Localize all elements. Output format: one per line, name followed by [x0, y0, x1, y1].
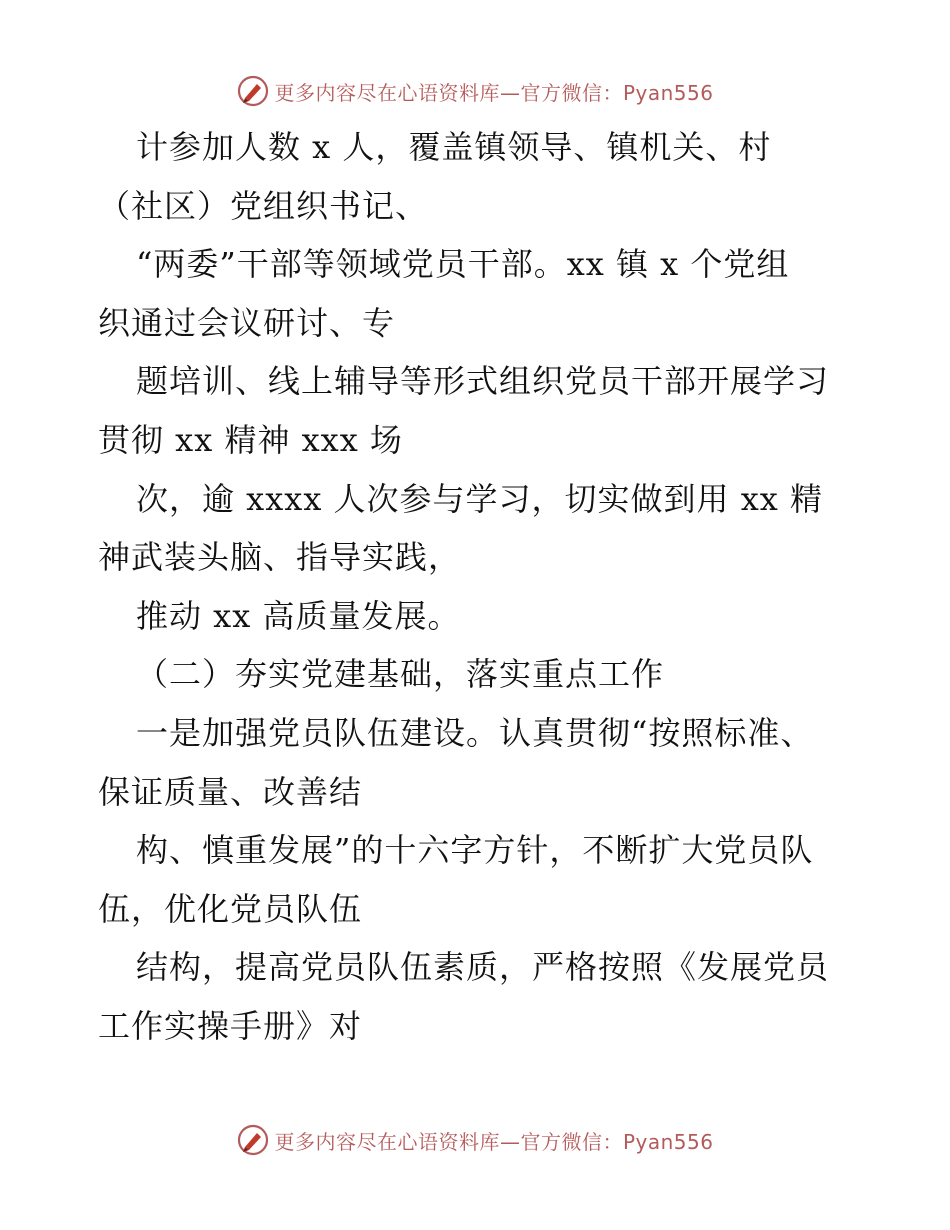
body-line: 结构，提高党员队伍素质，严格按照《发展党员 — [136, 948, 830, 987]
body-line: 推动 xx 高质量发展。 — [136, 596, 461, 635]
footer-banner — [0, 1120, 950, 1160]
body-line: 神武装头脑、指导实践， — [98, 538, 462, 577]
document-body — [98, 118, 858, 1056]
body-line: （社区）党组织书记、 — [98, 186, 429, 225]
body-line: 题培训、线上辅导等形式组织党员干部开展学习 — [136, 362, 830, 401]
body-line: 构、慎重发展”的十六字方针，不断扩大党员队 — [136, 831, 814, 870]
body-line: 贯彻 xx 精神 xxx 场 — [98, 420, 403, 459]
section-heading: （二）夯实党建基础，落实重点工作 — [136, 655, 665, 694]
body-line: 保证质量、改善结 — [98, 772, 363, 811]
pen-circle-logo-icon — [236, 1123, 270, 1157]
body-line: 织通过会议研讨、专 — [98, 303, 396, 342]
body-line: 次，逾 xxxx 人次参与学习，切实做到用 xx 精 — [136, 479, 823, 518]
header-banner — [0, 71, 950, 111]
body-line: 一是加强党员队伍建设。认真贯彻“按照标准、 — [136, 713, 814, 752]
header-banner-text: 更多内容尽在心语资料库—官方微信：Pyan556 — [274, 80, 714, 105]
pen-circle-logo-icon — [236, 74, 270, 108]
body-line: 工作实操手册》对 — [98, 1006, 363, 1045]
body-line: “两委”干部等领域党员干部。xx 镇 x 个党组 — [136, 245, 790, 284]
body-line: 计参加人数 x 人，覆盖镇领导、镇机关、村 — [136, 128, 772, 166]
footer-banner-text: 更多内容尽在心语资料库—官方微信：Pyan556 — [274, 1129, 714, 1154]
body-line: 伍，优化党员队伍 — [98, 889, 363, 928]
